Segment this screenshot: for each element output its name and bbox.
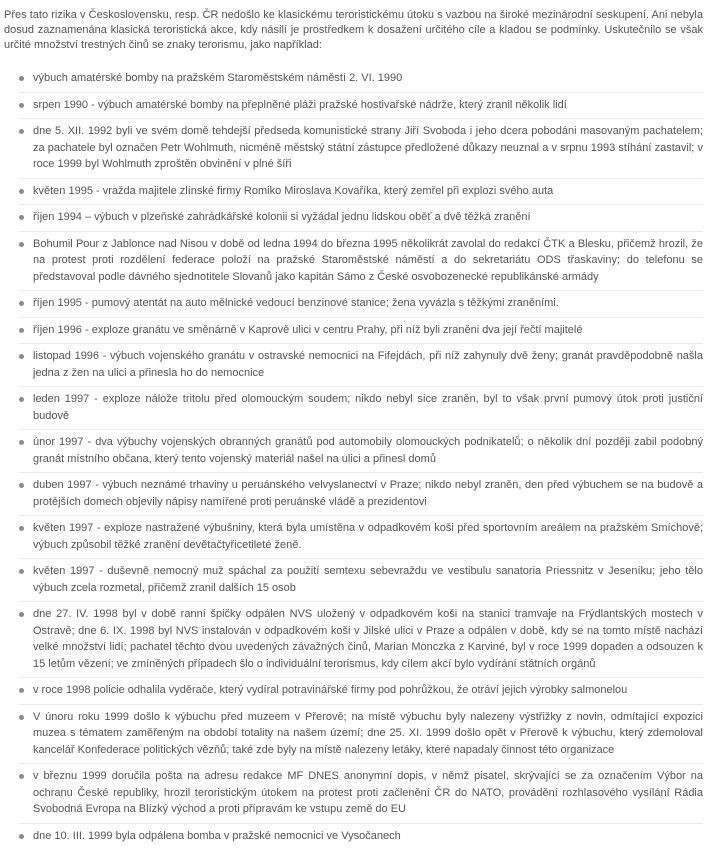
intro-paragraph: Přes tato rizika v Československu, resp. ČR nedošlo ke klasickému teroristickému útoku s vazbou na široké mezinárodní seskupení. Ani nebyla dosud zaznamenána klasická teroristická akce, kdy násilí je prostředkem k dosažení určitého cíle a kladou se podmínky. Uskutečnilo se však určité množství trestných činů se znaky terorismu, jako například:	[4, 8, 703, 53]
list-item-text: dne 5. XII. 1992 byli ve svém domě tehdejší předseda komunistické strany Jiří Svoboda i jeho dcera pobodáni masovaným pachatelem; za pachatele byl označen Petr Wohlmuth, nicméně městský státní zástupce předložené důkazy neuznal a v srpnu 1993 stíhání zastavil; v roce 1999 byl Wohlmuth zproštěn obvinění v plné šíři	[33, 125, 703, 170]
list-item-text: říjen 1996 - exploze granátu ve směnárně v Kaprově ulici v centru Prahy, při níž byli zraněni dva její řečtí majitelé	[33, 324, 582, 336]
bullet-icon	[19, 834, 24, 839]
bullet-icon	[19, 612, 24, 617]
bullet-icon	[19, 129, 24, 134]
list-item	[19, 291, 703, 318]
list-item	[19, 66, 703, 93]
list-item-text: v březnu 1999 doručila pošta na adresu redakce MF DNES anonymní dopis, v němž pisatel, skrývající se za označením Výbor na ochranu České republiky, hrozil teroristickým útokem na protest proti začlenění ČR do NATO, provádění rozhlasového vysílání Rádia Svobodná Evropa na Blízký východ a proti přípravám ke vstupu země do EU	[33, 770, 703, 815]
bullet-icon	[19, 189, 24, 194]
list-item	[19, 205, 703, 232]
list-item	[19, 764, 703, 824]
bullet-icon	[19, 215, 24, 220]
list-item	[19, 559, 703, 602]
list-item	[19, 93, 703, 120]
bullet-icon	[19, 715, 24, 720]
list-item-text: květen 1997 - duševně nemocný muž spáchal za použití semtexu sebevraždu ve vestibulu sanatoria Priessnitz v Jeseníku; jeho tělo výbuch zcela rozmetal, přičemž zranil dalších 15 osob	[33, 565, 703, 594]
list-item-text: leden 1997 - exploze nálože tritolu před olomouckým soudem; nikdo nebyl sice zraněn, byl to však první pumový útok proti justiční budově	[33, 393, 703, 422]
bullet-icon	[19, 569, 24, 574]
list-item-text: v roce 1998 policie odhalila vyděrače, který vydíral potravinářské firmy pod pohrůžkou, že otráví jejich výrobky salmonelou	[33, 684, 627, 696]
events-list	[4, 66, 703, 849]
list-item	[19, 119, 703, 179]
bullet-icon	[19, 242, 24, 247]
list-item	[19, 179, 703, 206]
list-item	[19, 678, 703, 705]
list-item	[19, 344, 703, 387]
bullet-icon	[19, 774, 24, 779]
bullet-icon	[19, 526, 24, 531]
list-item	[19, 705, 703, 765]
list-item	[19, 232, 703, 292]
bullet-icon	[19, 397, 24, 402]
bullet-icon	[19, 440, 24, 445]
list-item-text: V únoru roku 1999 došlo k výbuchu před muzeem v Přerově; na místě výbuchu byly nalezeny výstřižky z novin, odmítající expozici muzea s tématem zaměřeným na období totality na našem území; dne 25. XI. 1999 došlo opět v Přerově k výbuchu, který zdemoloval kancelář Konfederace politických vězňů; také zde byly na místě nalezeny letáky, které napadaly činnost této organizace	[33, 711, 703, 756]
bullet-icon	[19, 103, 24, 108]
list-item	[19, 318, 703, 345]
list-item	[19, 516, 703, 559]
bullet-icon	[19, 483, 24, 488]
bullet-icon	[19, 76, 24, 81]
list-item-text: duben 1997 - výbuch neznámé trhaviny u peruánského velvyslanectví v Praze; nikdo nebyl zraněn, den před výbuchem se na budově a protějších domech objevily nápisy namířené proti peruánské vládě a prezidentovi	[33, 479, 703, 508]
bullet-icon	[19, 688, 24, 693]
list-item-text: únor 1997 - dva výbuchy vojenských obranných granátů pod automobily olomouckých podnikatelů; o několik dní později zabil podobný granát místního občana, který tento vojenský materiál našel na ulici a přinesl domů	[33, 436, 703, 465]
list-item-text: výbuch amatérské bomby na pražském Staroměstském náměstí 2. VI. 1990	[33, 72, 402, 84]
bullet-icon	[19, 301, 24, 306]
list-item-text: Bohumil Pour z Jablonce nad Nisou v době od ledna 1994 do března 1995 několikrát zavolal do redakcí ČTK a Blesku, přičemž hrozil, že na protest proti rozdělení federace položí na pražské Staroměstské náměstí a do sekretariátu ODS třaskaviny; do telefonu se představoval podle dávného sjednotitele Slovanů jako kapitán Sámo z České osvobozenecké republikánské armády	[33, 238, 703, 283]
list-item-text: říjen 1994 – výbuch v plzeňské zahrádkářské kolonii si vyžádal jednu lidskou oběť a dvě těžká zranění	[33, 211, 531, 223]
list-item	[19, 473, 703, 516]
list-item	[19, 824, 703, 849]
list-item-text: listopad 1996 - výbuch vojenského granátu v ostravské nemocnici na Fifejdách, při níž zahynuly dvě ženy; granát pravděpodobně našla jedna z žen na ulici a přinesla ho do nemocnice	[33, 350, 703, 379]
list-item	[19, 602, 703, 678]
list-item-text: květen 1997 - exploze nastražené výbušniny, která byla umístěna v odpadkovém koši před sportovním areálem na pražském Smíchově; výbuch způsobil těžké zranění devětačtyřicetileté ženě.	[33, 522, 703, 551]
list-item-text: říjen 1995 - pumový atentát na auto mělnické vedoucí benzinové stanice; žena vyvázla s těžkými zraněními.	[33, 297, 559, 309]
list-item-text: květen 1995 - vražda majitele zlínské firmy Romiko Miroslava Kovaříka, který zemřel při explozi svého auta	[33, 185, 553, 197]
list-item	[19, 387, 703, 430]
list-item-text: dne 27. IV. 1998 byl v době ranní špičky odpálen NVS uložený v odpadkovém koši na stanici tramvaje na Frýdlantských mostech v Ostravě; dne 6. IX. 1998 byl NVS instalován v odpadkovém koši v Jilské ulici v Praze a odpálen v době, kdy se na tomto místě nachází velké množství lidí; pachatel těchto dvou uvedených závažných činů, Marian Monczka z Karviné, byl v roce 1999 dopaden a odsouzen k 15 letům vězení; ve zmíněných případech šlo o individuální terorismus, kdy cílem akcí bylo vydírání státních orgánů	[33, 608, 703, 670]
list-item	[19, 430, 703, 473]
list-item-text: dne 10. III. 1999 byla odpálena bomba v pražské nemocnici ve Vysočanech	[33, 830, 401, 842]
bullet-icon	[19, 328, 24, 333]
list-item-text: srpen 1990 - výbuch amatérské bomby na přeplněné pláži pražské hostivařské nádrže, který zranil několik lidí	[33, 99, 567, 111]
bullet-icon	[19, 354, 24, 359]
